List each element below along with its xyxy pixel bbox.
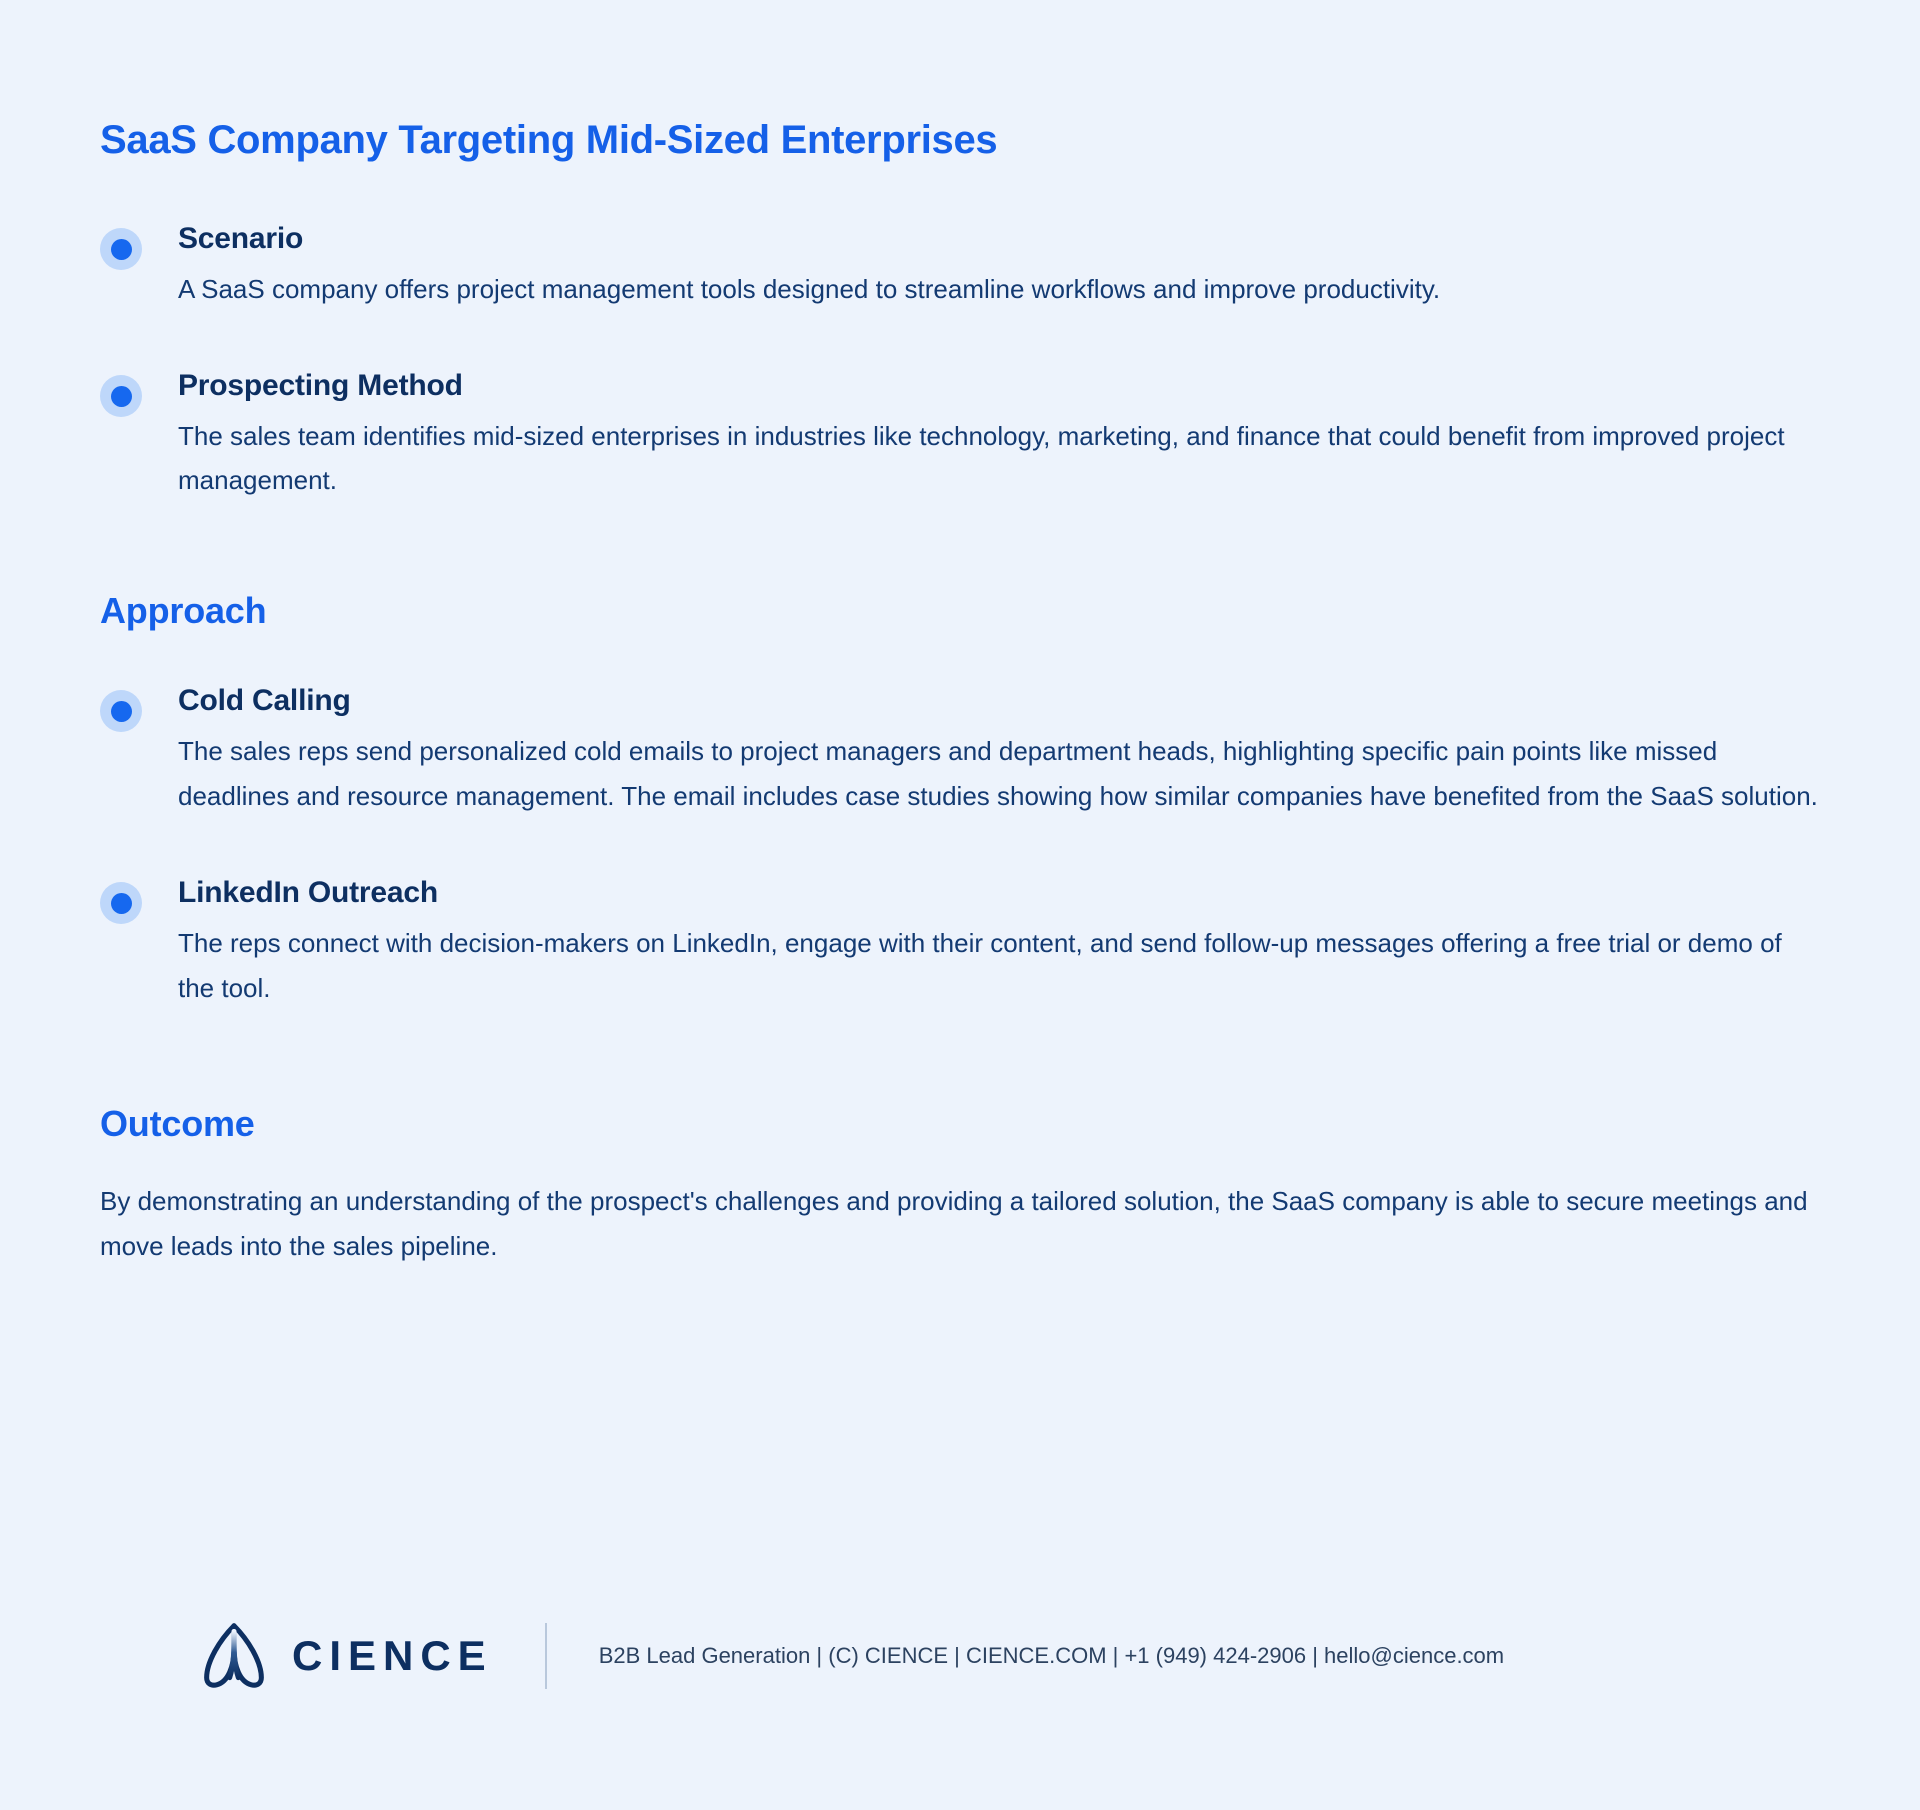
bullet-dot-icon	[100, 882, 142, 924]
list-item-text: The sales team identifies mid-sized enterprises in industries like technology, marketing, and finance that could benefit from improved project management.	[178, 420, 1785, 496]
list-item	[100, 222, 1820, 311]
list-item	[100, 876, 1820, 1010]
page-title: SaaS Company Targeting Mid-Sized Enterprises	[100, 118, 998, 162]
bullet-dot-icon	[100, 375, 142, 417]
bullet-dot-icon	[100, 690, 142, 732]
brand-wordmark: CIENCE	[292, 1632, 493, 1679]
list-item	[100, 684, 1820, 818]
brand-logo	[100, 1620, 493, 1692]
section-heading-approach: Approach	[100, 590, 267, 632]
cience-arch-logo-icon	[198, 1620, 270, 1692]
outcome-text: By demonstrating an understanding of the prospect's challenges and providing a tailored solution, the SaaS company is able to secure meetings and move leads into the sales pipeline.	[100, 1186, 1808, 1262]
section-heading-outcome: Outcome	[100, 1103, 255, 1145]
list-item-text: The sales reps send personalized cold emails to project managers and department heads, highlighting specific pain points like missed deadlines and resource management. The email includes case studies showing how similar companies have benefited from the SaaS solution.	[178, 735, 1818, 811]
list-item	[100, 369, 1820, 503]
bullet-dot-icon	[100, 228, 142, 270]
list-item-label: Scenario	[178, 222, 304, 255]
list-item-text: A SaaS company offers project management tools designed to streamline workflows and improve productivity.	[178, 273, 1441, 304]
footer	[100, 1620, 1820, 1692]
list-item-text: The reps connect with decision-makers on LinkedIn, engage with their content, and send follow-up messages offering a free trial or demo of the tool.	[178, 927, 1782, 1003]
list-item-label: Cold Calling	[178, 684, 351, 718]
list-item-label: Prospecting Method	[178, 369, 463, 403]
footer-contact-line: B2B Lead Generation | (C) CIENCE | CIENCE.COM | +1 (949) 424-2906 | hello@cience.com	[598, 1642, 1505, 1668]
list-item-label: LinkedIn Outreach	[178, 876, 438, 910]
footer-divider	[545, 1623, 547, 1689]
